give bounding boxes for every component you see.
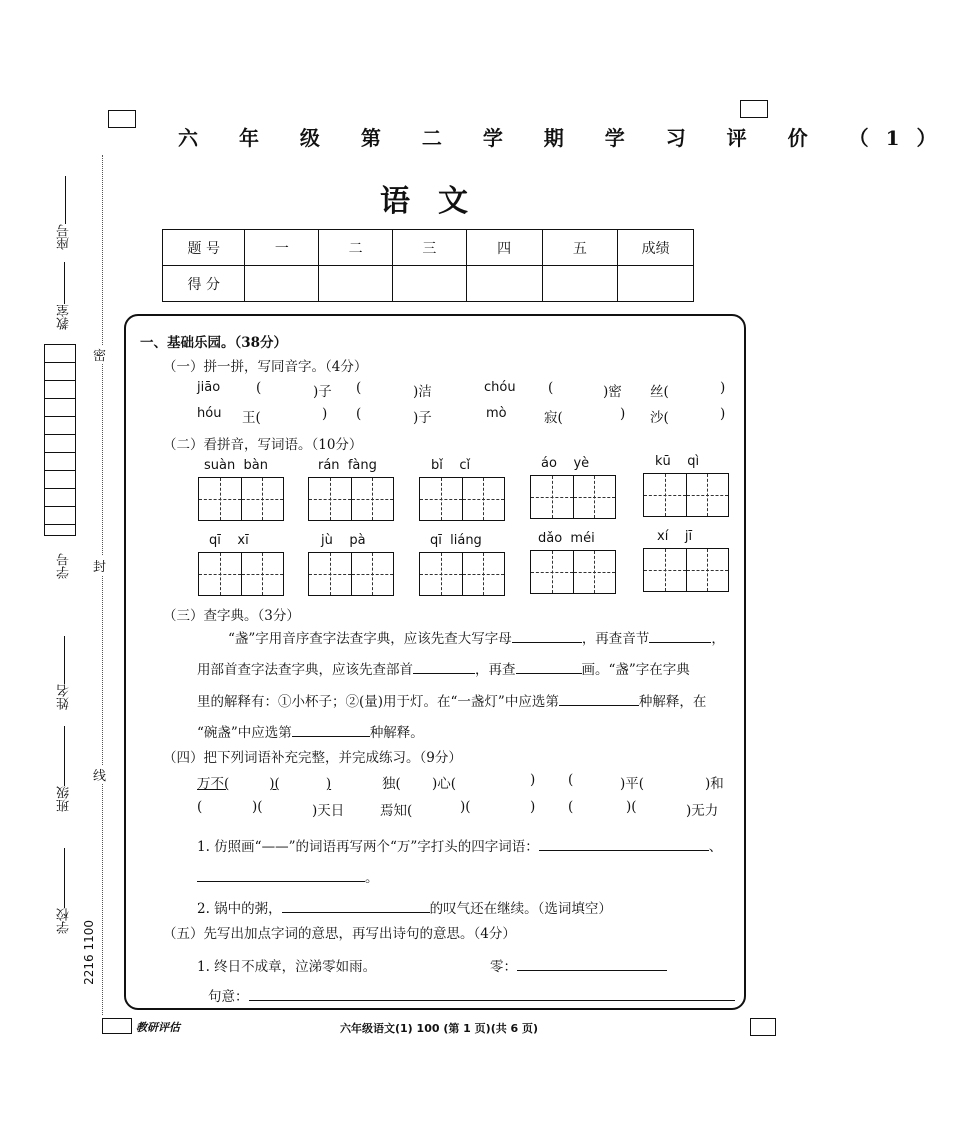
blank-paren[interactable]: ) xyxy=(720,380,726,396)
pinyin-label: suàn bàn xyxy=(204,458,268,473)
class-label-text: 班级 xyxy=(57,786,72,812)
blank-paren[interactable]: )密 xyxy=(603,384,622,400)
score-input-cell[interactable] xyxy=(245,266,319,302)
part3-text: 画。“盏”字在字典 xyxy=(581,662,690,678)
pinyin-label: qī liáng xyxy=(430,533,482,548)
blank-paren[interactable]: )洁 xyxy=(413,384,432,400)
part3-text: 里的解释有：①小杯子；②(量)用于灯。在“一盏灯”中应选第 xyxy=(197,694,559,710)
exam-title: 六 年 级 第 二 学 期 学 习 评 价 （1） xyxy=(178,126,954,150)
footer-left-label: 教研评估 xyxy=(136,1021,180,1034)
writing-grid[interactable] xyxy=(643,548,729,592)
part5-juyi xyxy=(208,985,735,1005)
writing-grid[interactable] xyxy=(643,473,729,517)
score-table-cell: 五 xyxy=(542,230,618,266)
part4-q2 xyxy=(197,897,612,917)
idiom-text: 焉知( xyxy=(380,803,413,819)
idiom-text: )天日 xyxy=(312,803,345,819)
seal-char-xian: 线 xyxy=(93,765,106,784)
idiom-text: ( xyxy=(568,799,574,815)
score-table-cell: 二 xyxy=(319,230,393,266)
part5-ling xyxy=(490,955,667,975)
seat-label xyxy=(55,176,74,250)
seat-blank[interactable] xyxy=(64,176,66,224)
footer-page-info: 六年级语文(1) 100 (第 1 页)(共 6 页) xyxy=(340,1022,539,1035)
score-table xyxy=(162,229,694,302)
writing-grid[interactable] xyxy=(308,552,394,596)
class-label xyxy=(55,726,74,812)
student-no-label: 学号 xyxy=(57,553,72,579)
score-table-cell: 一 xyxy=(245,230,319,266)
idiom-text: )心( xyxy=(432,776,457,792)
blank-paren[interactable]: ( xyxy=(548,380,554,396)
answer-blank[interactable] xyxy=(559,692,639,707)
room-label-text: 教室 xyxy=(57,304,72,330)
idiom-text: )无力 xyxy=(686,803,719,819)
part3-text: ， xyxy=(711,631,725,647)
score-table-cell: 题 号 xyxy=(163,230,245,266)
paper-code: 2216 1100 xyxy=(82,920,96,985)
part5-heading: （五）先写出加点字词的意思，再写出诗句的意思。（4分） xyxy=(163,926,516,942)
subject-title: 语文 xyxy=(380,184,496,219)
part3-text: ，再查音节 xyxy=(581,631,650,647)
part3-line2 xyxy=(197,658,690,678)
score-table-cell: 得 分 xyxy=(163,266,245,302)
score-input-cell[interactable] xyxy=(393,266,467,302)
school-label-text: 学校 xyxy=(57,908,72,934)
blank-paren[interactable]: ( xyxy=(356,380,362,396)
juyi-label: 句意： xyxy=(208,989,249,1005)
idiom-text: 独( xyxy=(382,776,401,792)
blank-paren[interactable]: )子 xyxy=(413,410,432,426)
pinyin-label: kū qì xyxy=(655,454,700,469)
writing-grid[interactable] xyxy=(530,475,616,519)
part3-text: ，再查 xyxy=(475,662,516,678)
part3-text: 种解释。 xyxy=(369,725,424,741)
q1-text: 1. 仿照画“——”的词语再写两个“万”字打头的四字词语： xyxy=(197,839,539,855)
part3-line4 xyxy=(197,721,424,741)
part2-heading: （二）看拼音，写词语。（10分） xyxy=(163,437,363,453)
score-table-cell: 三 xyxy=(393,230,467,266)
blank-paren[interactable]: 王( xyxy=(242,410,261,426)
idiom-text: )平( xyxy=(620,776,645,792)
pinyin-chou: chóu xyxy=(484,380,516,395)
part4-q1-cont xyxy=(197,866,379,886)
part3-text: 用部首查字法查字典，应该先查部首 xyxy=(197,662,413,678)
idiom-text: )( xyxy=(252,799,263,815)
answer-blank[interactable] xyxy=(292,723,370,738)
blank-paren[interactable]: )子 xyxy=(313,384,332,400)
blank-paren[interactable]: 丝( xyxy=(650,384,669,400)
idiom-underlined xyxy=(197,772,331,792)
idiom-text: ( xyxy=(568,772,574,788)
pinyin-label: áo yè xyxy=(541,456,590,471)
corner-box-bottom-right xyxy=(750,1018,776,1036)
q1-text: 。 xyxy=(365,870,379,886)
answer-blank[interactable] xyxy=(516,660,582,675)
room-label xyxy=(55,262,74,330)
pinyin-hou: hóu xyxy=(197,406,222,421)
section1-heading: 一、基础乐园。（38分） xyxy=(140,335,288,351)
score-table-score-row xyxy=(163,266,694,302)
pinyin-mo: mò xyxy=(486,406,507,421)
idiom-text: )( xyxy=(269,776,280,792)
blank-paren[interactable]: 寂( xyxy=(544,410,563,426)
part3-heading: （三）查字典。（3分） xyxy=(163,608,300,624)
idiom-text: )( xyxy=(460,799,471,815)
corner-box-top-right xyxy=(740,100,768,118)
answer-blank[interactable] xyxy=(249,987,735,1002)
q2-text: 2. 锅中的粥， xyxy=(197,901,282,917)
q2-text: 的叹气还在继续。（选词填空） xyxy=(429,901,612,917)
name-label xyxy=(55,636,74,710)
part4-heading: （四）把下列词语补充完整，并完成练习。（9分） xyxy=(163,750,462,766)
seal-char-mi: 密 xyxy=(93,345,106,364)
name-label-text: 姓名 xyxy=(57,684,72,710)
idiom-text: )( xyxy=(626,799,637,815)
idiom-text: )和 xyxy=(705,776,724,792)
school-label xyxy=(55,848,74,934)
idiom-text: 万不( xyxy=(197,776,230,792)
idiom-text: ) xyxy=(530,772,536,788)
answer-blank[interactable] xyxy=(649,629,711,644)
score-input-cell[interactable] xyxy=(466,266,542,302)
room-blank[interactable] xyxy=(65,262,66,304)
score-input-cell[interactable] xyxy=(618,266,694,302)
pinyin-label: jù pà xyxy=(321,533,366,548)
blank-paren[interactable]: 沙( xyxy=(650,410,669,426)
answer-blank[interactable] xyxy=(517,957,667,972)
writing-grid[interactable] xyxy=(308,477,394,521)
name-blank[interactable] xyxy=(65,636,66,684)
school-blank[interactable] xyxy=(65,848,66,908)
writing-grid[interactable] xyxy=(198,552,284,596)
ling-label: 零： xyxy=(490,959,517,975)
pinyin-label: dǎo méi xyxy=(538,531,595,546)
blank-paren[interactable]: ( xyxy=(356,406,362,422)
part1-heading: （一）拼一拼，写同音字。（4分） xyxy=(163,359,368,375)
score-table-cell: 成绩 xyxy=(618,230,694,266)
answer-blank[interactable] xyxy=(539,837,709,852)
part3-line1 xyxy=(228,627,725,647)
pinyin-jiao: jiāo xyxy=(197,380,221,395)
seal-char-feng: 封 xyxy=(93,556,106,575)
score-input-cell[interactable] xyxy=(542,266,618,302)
blank-paren[interactable]: ) xyxy=(322,406,328,422)
q1-text: 、 xyxy=(708,839,723,855)
part3-text: “盏”字用音序查字法查字典，应该先查大写字母 xyxy=(228,631,512,647)
part4-q1 xyxy=(197,835,722,855)
answer-blank[interactable] xyxy=(197,868,365,883)
writing-grid[interactable] xyxy=(419,477,505,521)
score-table-cell: 四 xyxy=(466,230,542,266)
score-table-header-row xyxy=(163,230,694,266)
answer-blank[interactable] xyxy=(413,660,475,675)
idiom-text: ( xyxy=(197,799,203,815)
blank-paren[interactable]: ) xyxy=(620,406,626,422)
writing-grid[interactable] xyxy=(530,550,616,594)
seal-line xyxy=(102,155,103,1015)
part3-text: “碗盏”中应选第 xyxy=(197,725,292,741)
class-blank[interactable] xyxy=(65,726,66,786)
score-input-cell[interactable] xyxy=(319,266,393,302)
corner-box-top-left xyxy=(108,110,136,128)
pinyin-label: rán fàng xyxy=(318,458,377,473)
student-number-boxes[interactable] xyxy=(44,344,76,536)
pinyin-label: bǐ cǐ xyxy=(431,458,471,473)
idiom-text: ) xyxy=(530,799,536,815)
blank-paren[interactable]: ( xyxy=(256,380,262,396)
part3-text: 种解释，在 xyxy=(638,694,707,710)
seat-label-text: 座号 xyxy=(57,224,72,250)
blank-paren[interactable]: ) xyxy=(720,406,726,422)
idiom-text: ) xyxy=(325,776,332,792)
writing-grid[interactable] xyxy=(198,477,284,521)
answer-blank[interactable] xyxy=(282,899,430,914)
part5-q1: 1. 终日不成章，泣涕零如雨。 xyxy=(197,959,377,975)
answer-blank[interactable] xyxy=(512,629,582,644)
part3-line3 xyxy=(197,690,706,710)
footer-box xyxy=(102,1018,132,1034)
pinyin-label: qī xī xyxy=(209,533,249,548)
pinyin-label: xí jī xyxy=(657,529,693,544)
writing-grid[interactable] xyxy=(419,552,505,596)
